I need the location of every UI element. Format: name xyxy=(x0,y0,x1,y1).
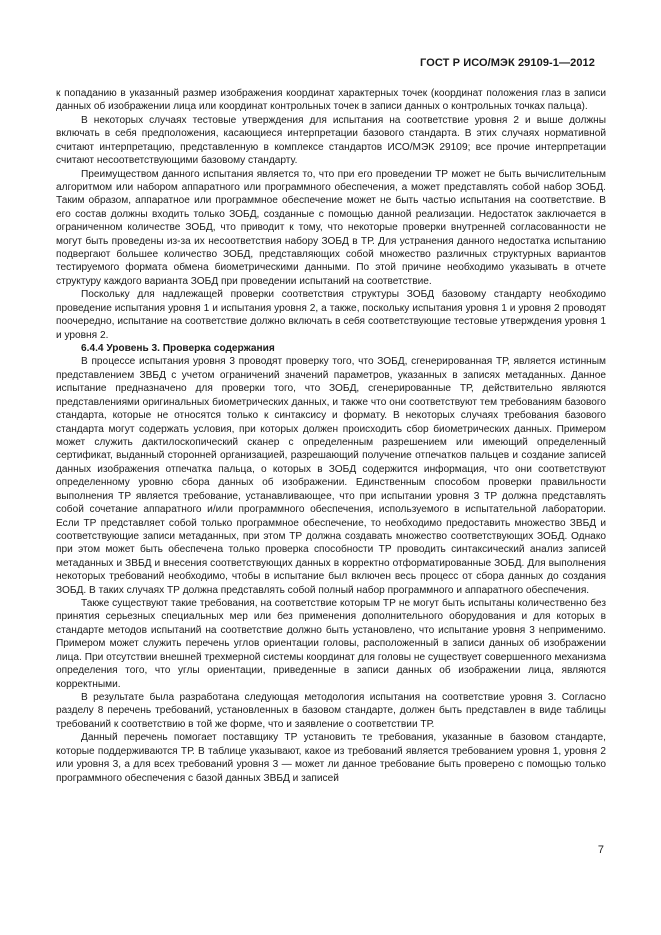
page-number: 7 xyxy=(597,844,604,856)
paragraph: В процессе испытания уровня 3 проводят проверку того, что ЗОБД, сгенерированная ТР, является истинным представлением ЗВБД с учетом ограничений значений параметров, указанных в записях метаданных. Данное испытание предназначено для проверки того, что ЗОБД, сгенерированные ТР, действительно являются представлениями оригинальных биометрических данных, и также что они соответствуют тем требованиям базового стандарта, которые не относятся только к синтаксису и формату. В некоторых случаях требования базового стандарта могут содержать условия, при которых должен происходить сбор биометрических данных. Примером может служить дактилоскопический сканер с определенным разрешением или имеющий определенный сертификат, выданный сторонней организацией, разрешающий получение отпечатков пальцев и создание записей данных изображения отпечатка пальца, о которых в ЗОБД содержится информация, что они соответствуют определенному уровню сбора данных об изображении. Единственным способом проверки правильности выполнения ТР является требование, устанавливающее, что при испытании уровня 3 ТР должна представлять собой сочетание аппаратного и/или программного обеспечения, используемого в испытательной лаборатории. Если ТР представляет собой только программное обеспечение, то необходимо предоставить множество ЗВБД и соответствующие записи метаданных, при этом ТР должна создавать множество соответствующих ЗОБД. Однако при этом может быть обеспечена только проверка способности ТР проводить синтаксический анализ записей метаданных и ЗВБД и внесения соответствующих данных в корректно отформатированные ЗОБД. Для выполнения некоторых требований необходимо, чтобы в испытание был включен весь процесс от сбора данных до создания ЗОБД. В таких случаях ТР должна представлять собой полный набор программного и аппаратного обеспечения. xyxy=(56,356,606,596)
paragraph: Данный перечень помогает поставщику ТР установить те требования, указанные в базовом стандарте, которые поддерживаются ТР. В таблице указывают, какое из требований является требованием уровня 1, уровня 2 или уровня 3, а для всех требований уровня 3 — может ли данное требование быть проверено с помощью только программного обеспечения с базой данных ЗВБД и записей xyxy=(56,732,606,784)
paragraph: Поскольку для надлежащей проверки соответствия структуры ЗОБД базовому стандарту необходимо проведение испытания уровня 1 и испытания уровня 2, а также, поскольку испытания уровня 1 и уровня 2 проводят поочередно, испытание на соответствие должно включать в себя соответствующие тестовые утверждения уровня 1 и уровня 2. xyxy=(56,289,606,341)
paragraph: Преимуществом данного испытания является то, что при его проведении ТР может не быть вычислительным алгоритмом или набором аппаратного или программного обеспечения, а может представлять собой набор ЗОБД. Таким образом, аппаратное или программное обеспечение может не быть частью испытания на соответствие. В его состав должны входить только ЗОБД, созданные с помощью данной реализации. Недостаток заключается в ограниченном количестве ЗОБД, что приводит к тому, что некоторые проверки внутренней согласованности не могут быть проведены из-за их несоответствия набору ЗОБД в ТР. Для устранения данного недостатка испытанию подвергают большее количество ЗОБД, представляющих собой множество различных структурных вариантов тестируемого формата обмена биометрическими данными. По этой причине необходимо указывать в отчете структуру каждого варианта ЗОБД при проведении испытаний на соответствие. xyxy=(56,168,606,287)
paragraph: В некоторых случаях тестовые утверждения для испытания на соответствие уровня 2 и выше должны включать в себя предположения, касающиеся интерпретации базового стандарта. В этих случаях нормативной считают интерпретацию, представленную в комплексе стандартов ИСО/МЭК 29109; все прочие интерпретации считают несоответствующими базовому стандарту. xyxy=(56,114,606,167)
body-text xyxy=(56,87,606,785)
paragraph-continuation: к попаданию в указанный размер изображения координат характерных точек (координат положения глаз в записи данных об изображении лица или координат контрольных точек в записи данных о контрольных точках пальца). xyxy=(56,88,606,113)
standard-header: ГОСТ Р ИСО/МЭК 29109-1—2012 xyxy=(420,57,595,69)
paragraph: Также существуют такие требования, на соответствие которым ТР не могут быть испытаны количественно без принятия серьезных специальных мер или без применения дополнительного оборудования и для которых в стандарте методов испытаний на соответствие должно быть установлено, что испытание уровня 3 неприменимо. Примером может служить перечень углов ориентации головы, расположенный в записи данных об изображении лица. При отсутствии внешней трехмерной системы координат для головы не существует совершенного механизма определения того, что углы ориентации, приведенные в записи данных об изображении лица, являются корректными. xyxy=(56,598,606,690)
paragraph: В результате была разработана следующая методология испытания на соответствие уровня 3. Согласно разделу 8 перечень требований, установленных в базовом стандарте, должен быть представлен в виде таблицы требований к соответствию в той же форме, что и заявление о соответствии ТР. xyxy=(56,691,606,730)
section-heading: 6.4.4 Уровень 3. Проверка содержания xyxy=(81,343,275,355)
